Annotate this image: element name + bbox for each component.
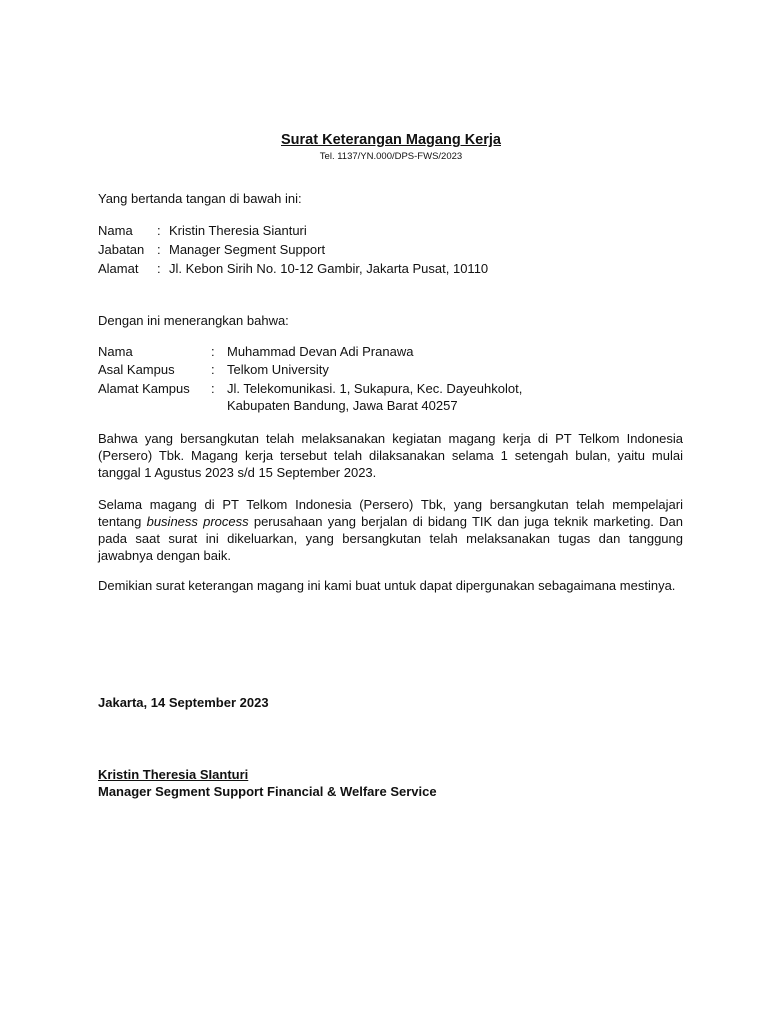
closing-line: Demikian surat keterangan magang ini kami buat untuk dapat dipergunakan sebagaimana mestinya. xyxy=(98,578,676,593)
field-label: Asal Kampus xyxy=(98,362,175,377)
reference-number: Tel. 1137/YN.000/DPS-FWS/2023 xyxy=(319,151,463,162)
signature-title: Manager Segment Support Financial & Welfare Service xyxy=(98,784,437,799)
field-separator: : xyxy=(157,261,161,276)
signature-name: Kristin Theresia SIanturi xyxy=(98,767,249,782)
statement-intro: Dengan ini menerangkan bahwa: xyxy=(98,313,289,328)
field-label: Jabatan xyxy=(98,242,145,257)
field-label: Alamat xyxy=(98,261,139,276)
paragraph-internship: Bahwa yang bersangkutan telah melaksanakan kegiatan magang kerja di PT Telkom Indonesia (Persero) Tbk. Magang kerja tersebut telah dilaksanakan selama 1 setengah bulan, yaitu mulai tanggal 1 Agustus 2023 s/d 15 September 2023. xyxy=(98,431,683,480)
letter-title: Surat Keterangan Magang Kerja xyxy=(281,132,501,148)
intro-line: Yang bertanda tangan di bawah ini: xyxy=(98,191,302,206)
field-separator: : xyxy=(211,344,215,359)
field-separator: : xyxy=(157,223,161,238)
paragraph-text: Selama magang di PT Telkom Indonesia (Persero) Tbk, yang bersangkutan telah mempelajari tentang xyxy=(98,497,683,529)
field-label: Nama xyxy=(98,344,133,359)
paragraph-learning xyxy=(98,496,683,564)
field-label: Alamat Kampus xyxy=(98,381,190,396)
field-value: Telkom University xyxy=(227,362,329,377)
place-date: Jakarta, 14 September 2023 xyxy=(98,695,269,710)
field-value: Kristin Theresia Sianturi xyxy=(169,223,307,238)
field-value: Muhammad Devan Adi Pranawa xyxy=(227,344,414,359)
field-separator: : xyxy=(211,381,215,396)
field-value: Jl. Kebon Sirih No. 10-12 Gambir, Jakarta Pusat, 10110 xyxy=(169,261,489,276)
field-value: Kabupaten Bandung, Jawa Barat 40257 xyxy=(227,398,458,413)
field-value: Jl. Telekomunikasi. 1, Sukapura, Kec. Dayeuhkolot, xyxy=(227,381,523,396)
field-separator: : xyxy=(211,362,215,377)
field-separator: : xyxy=(157,242,161,257)
field-label: Nama xyxy=(98,223,133,238)
field-value: Manager Segment Support xyxy=(169,242,326,257)
paragraph-text: perusahaan yang berjalan di bidang TIK dan juga teknik marketing. Dan pada saat surat ini dikeluarkan, yang bersangkutan telah melaksanakan tugas dan tanggung jawabnya dengan baik. xyxy=(98,514,683,563)
paragraph-emphasis: business process xyxy=(146,514,249,529)
